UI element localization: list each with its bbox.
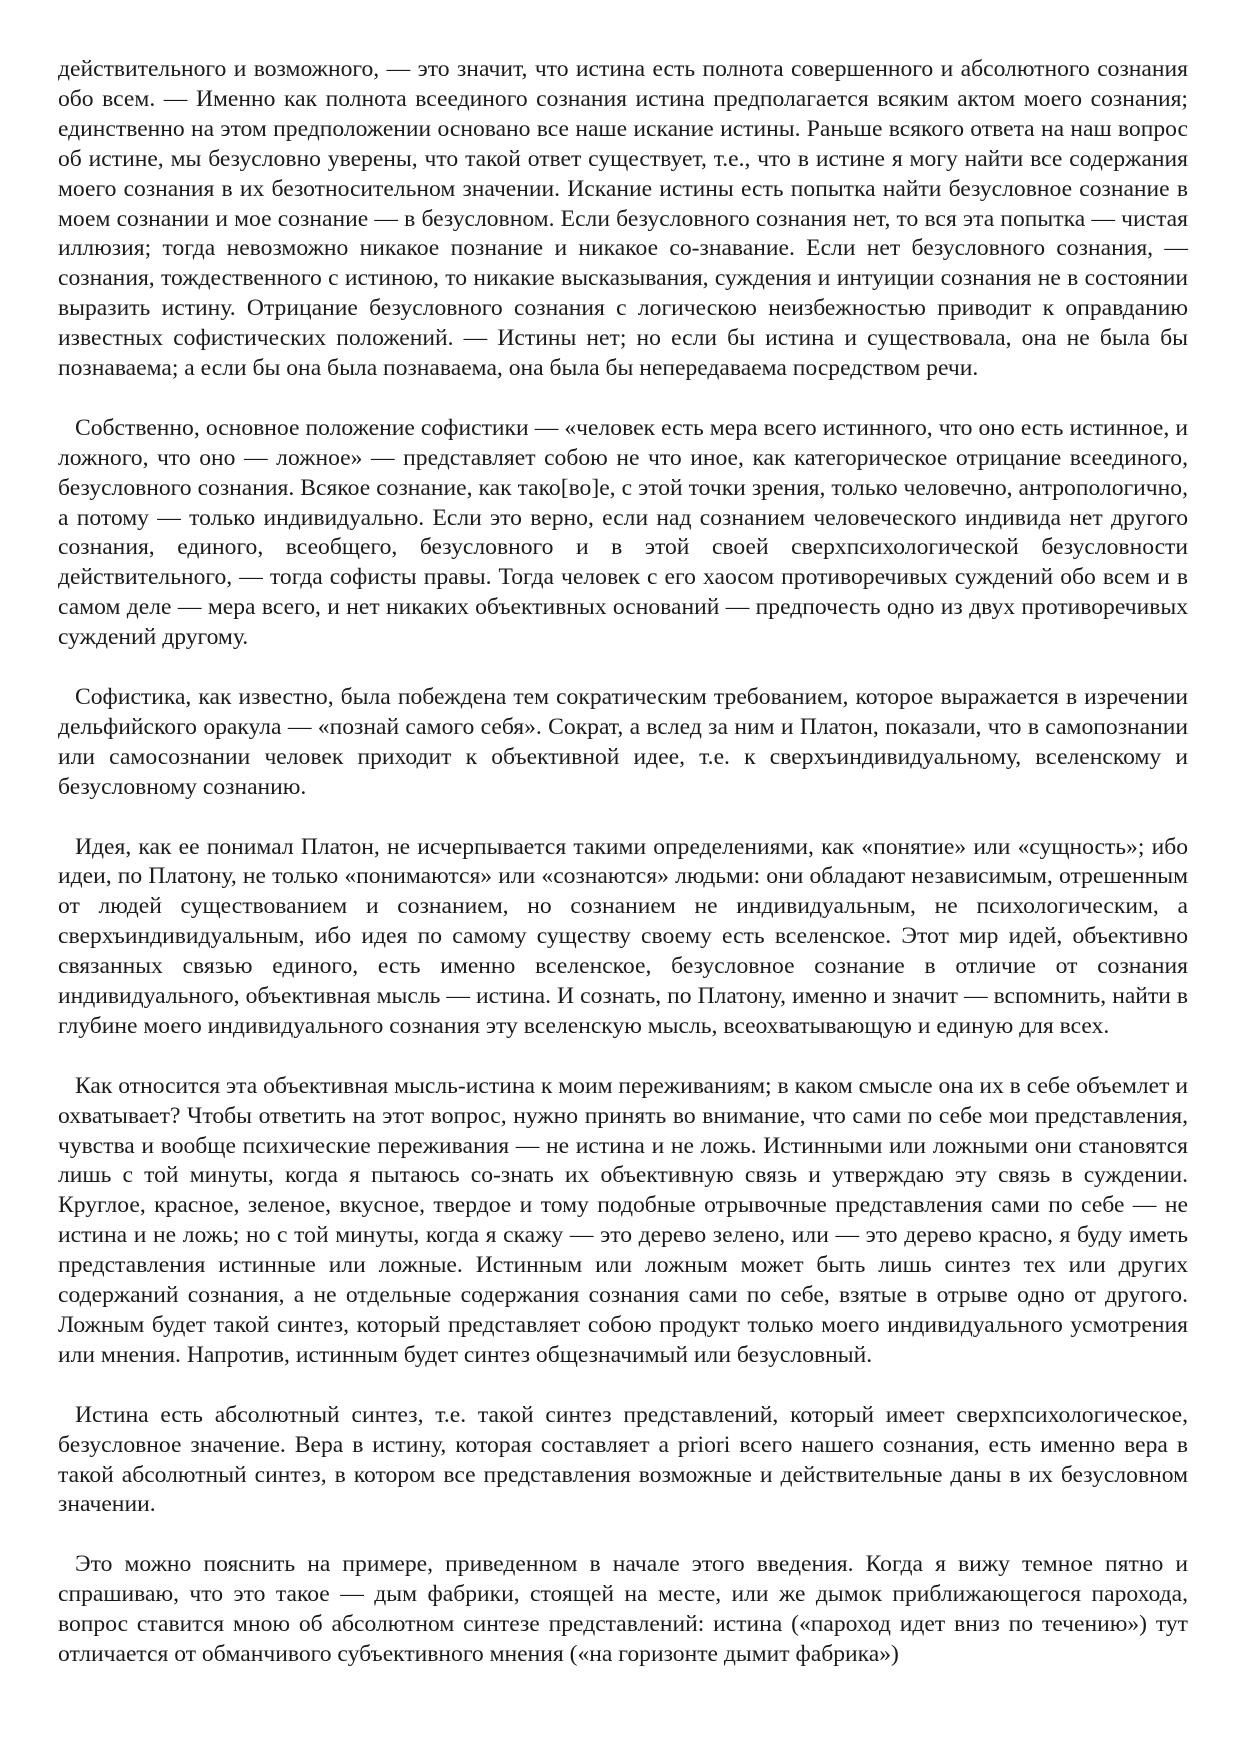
paragraph-7: Это можно пояснить на примере, приведенном в начале этого введения. Когда я вижу темное пятно и спрашиваю, что это такое — дым фабрики, стоящей на месте, или же дымок приближающегося парохода, вопрос ставится мною об абсолютном синтезе представлений: истина («пароход идет вниз по течению») тут отличается от обманчивого субъективного мнения («на горизонте дымит фабрика») <box>58 1551 1188 1667</box>
paragraph-3: Софистика, как известно, была побеждена тем сократическим требованием, которое выражается в изречении дельфийского оракула — «познай самого себя». Сократ, а вслед за ним и Платон, показали, что в самопознании или самосознании человек приходит к объективной идее, т.е. к сверхъиндивидуальному, вселенскому и безусловному сознанию. <box>58 684 1188 800</box>
paragraph-1: действительного и возможного, — это значит, что истина есть полнота совершенного и абсолютного сознания обо всем. — Именно как полнота всеединого сознания истина предполагается всяким актом моего сознания; единственно на этом предположении основано все наше искание истины. Раньше всякого ответа на наш вопрос об истине, мы безусловно уверены, что такой ответ существует, т.е., что в истине я могу найти все содержания моего сознания в их безотносительном значении. Искание истины есть попытка найти безусловное сознание в моем сознании и мое сознание — в безусловном. Если безусловного сознания нет, то вся эта попытка — чистая иллюзия; тогда невозможно никакое познание и никакое со-знавание. Если нет безусловного сознания, — сознания, тождественного с истиною, то никакие высказывания, суждения и интуиции сознания не в состоянии выразить истину. Отрицание безусловного сознания с логическою неизбежностью приводит к оправданию известных софистических положений. — Истины нет; но если бы истина и существовала, она не была бы познаваема; а если бы она была познаваема, она была бы непередаваема посредством речи. <box>58 56 1188 382</box>
paragraph-4: Идея, как ее понимал Платон, не исчерпывается такими определениями, как «понятие» или «сущность»; ибо идеи, по Платону, не только «понимаются» или «сознаются» людьми: они обладают независимым, отрешенным от людей существованием и сознанием, но сознанием не индивидуальным, не психологическим, а сверхъиндивидуальным, ибо идея по самому существу своему есть вселенское. Этот мир идей, объективно связанных связью единого, есть именно вселенское, безусловное сознание в отличие от сознания индивидуального, объективная мысль — истина. И сознать, по Платону, именно и значит — вспомнить, найти в глубине моего индивидуального сознания эту вселенскую мысль, всеохватывающую и единую для всех. <box>58 833 1188 1039</box>
document-page <box>58 55 1188 1670</box>
paragraph-5: Как относится эта объективная мысль-истина к моим переживаниям; в каком смысле она их в себе объемлет и охватывает? Чтобы ответить на этот вопрос, нужно принять во внимание, что сами по себе мои представления, чувства и вообще психические переживания — не истина и не ложь. Истинными или ложными они становятся лишь с той минуты, когда я пытаюсь со-знать их объективную связь и утверждаю эту связь в суждении. Круглое, красное, зеленое, вкусное, твердое и тому подобные отрывочные представления сами по себе — не истина и не ложь; но с той минуты, когда я скажу — это дерево зелено, или — это дерево красно, я буду иметь представления истинные или ложные. Истинным или ложным может быть лишь синтез тех или других содержаний сознания, а не отдельные содержания сознания сами по себе, взятые в отрыве одно от другого. Ложным будет такой синтез, который представляет собою продукт только моего индивидуального усмотрения или мнения. Напротив, истинным будет синтез общезначимый или безусловный. <box>58 1072 1188 1368</box>
paragraph-2: Собственно, основное положение софистики — «человек есть мера всего истинного, что оно есть истинное, и ложного, что оно — ложное» — представляет собою не что иное, как категорическое отрицание всеединого, безусловного сознания. Всякое сознание, как тако[во]е, с этой точки зрения, только человечно, антропологично, а потому — только индивидуально. Если это верно, если над сознанием человеческого индивида нет другого сознания, единого, всеобщего, безусловного и в этой своей сверхпсихологической безусловности действительного, — тогда софисты правы. Тогда человек с его хаосом противоречивых суждений обо всем и в самом деле — мера всего, и нет никаких объективных оснований — предпочесть одно из двух противоречивых суждений другому. <box>58 414 1188 651</box>
paragraph-6: Истина есть абсолютный синтез, т.е. такой синтез представлений, который имеет сверхпсихологическое, безусловное значение. Вера в истину, которая составляет a priori всего нашего сознания, есть именно вера в такой абсолютный синтез, в котором все представления возможные и действительные даны в их безусловном значении. <box>58 1401 1188 1518</box>
